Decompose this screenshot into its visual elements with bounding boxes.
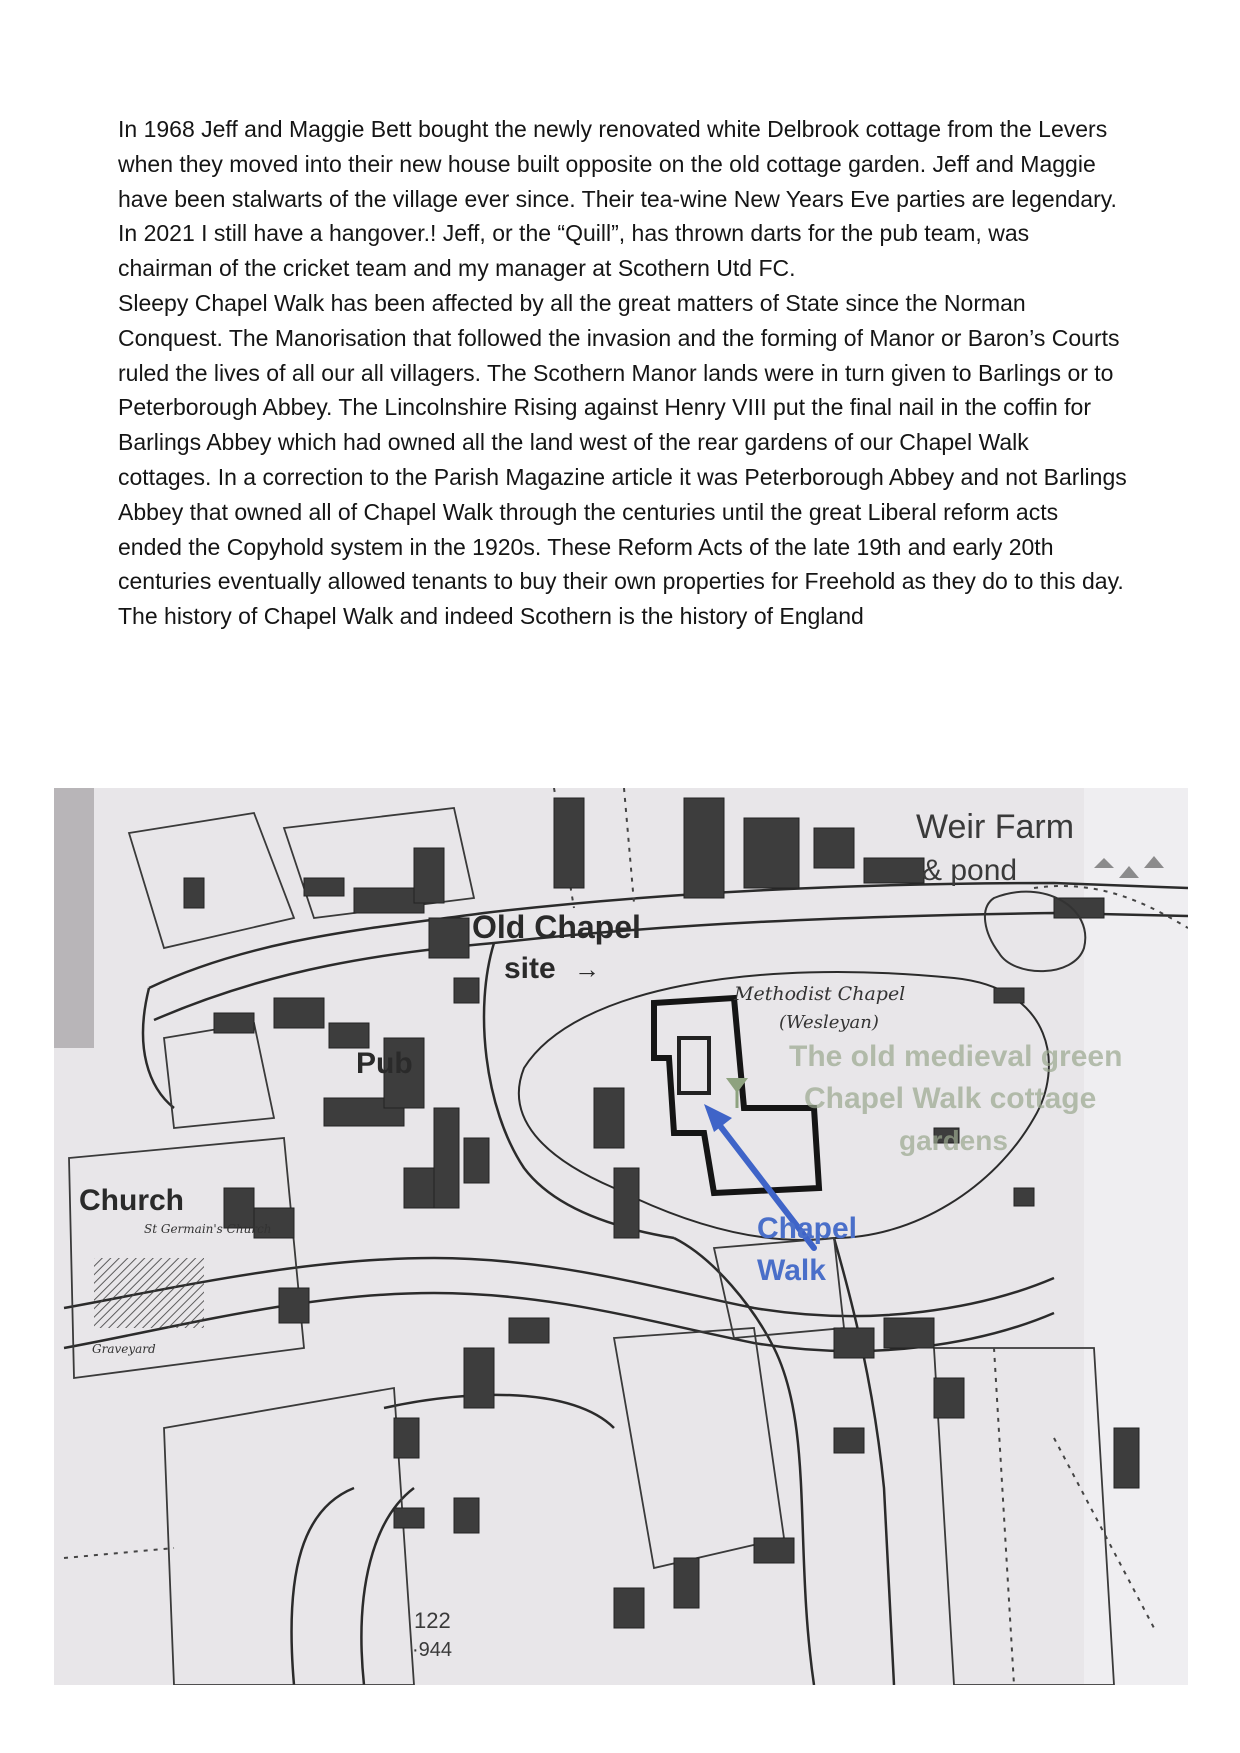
label-church: Church (79, 1184, 184, 1217)
label-graveyard: Graveyard (92, 1342, 156, 1356)
label-chapel-walk-2: Walk (757, 1254, 826, 1287)
article-text (118, 112, 1128, 634)
church-building (94, 1258, 204, 1328)
label-site: site (504, 952, 556, 985)
label-pub: Pub (356, 1047, 413, 1080)
paragraph-3: The history of Chapel Walk and indeed Scothern is the history of England (118, 603, 864, 630)
map-drawing (54, 788, 1188, 1685)
label-weir-farm: Weir Farm (916, 808, 1075, 846)
village-map (54, 788, 1188, 1685)
label-wesleyan: (Wesleyan) (779, 1012, 879, 1033)
label-green-3: gardens (899, 1125, 1008, 1156)
label-green-1: The old medieval green (789, 1040, 1123, 1073)
paragraph-2: Sleepy Chapel Walk has been affected by all the great matters of State since the Norman Conquest. The Manorisation that followed the invasion and the forming of Manor or Baron’s Courts ruled the lives of all our all villagers. The Scothern Manor lands were in turn given to Barlings or to Peterborough Abbey. The Lincolnshire Rising against Henry VIII put the final nail in the coffin for Barlings Abbey which had owned all the land west of the rear gardens of our Chapel Walk cottages. In a correction to the Parish Magazine article it was Peterborough Abbey and not Barlings Abbey that owned all of Chapel Walk through the centuries until the great Liberal reform acts ended the Copyhold system in the 1920s. These Reform Acts of the late 19th and early 20th centuries eventually allowed tenants to buy their own properties for Freehold as they do to this day. (118, 289, 1127, 595)
label-plot-number-1: 122 (414, 1608, 451, 1633)
label-pond: & pond (922, 854, 1018, 887)
label-chapel-walk-1: Chapel (757, 1212, 858, 1245)
label-methodist-chapel: Methodist Chapel (734, 983, 906, 1005)
label-plot-number-2: ·944 (412, 1639, 453, 1661)
label-old-chapel: Old Chapel (472, 909, 641, 945)
label-church-sub: St Germain's Church (144, 1222, 272, 1236)
arrow-right-icon: → (574, 954, 600, 984)
paragraph-1: In 1968 Jeff and Maggie Bett bought the newly renovated white Delbrook cottage from the Levers when they moved into their new house built opposite on the old cottage garden. Jeff and Maggie have been stalwarts of the village ever since. Their tea-wine New Years Eve parties are legendary. In 2021 I still have a hangover.! Jeff, or the “Quill”, has thrown darts for the pub team, was chairman of the cricket team and my manager at Scothern Utd FC. (118, 116, 1117, 282)
shadow-edge (54, 788, 94, 1048)
label-green-2: Chapel Walk cottage (804, 1082, 1097, 1115)
